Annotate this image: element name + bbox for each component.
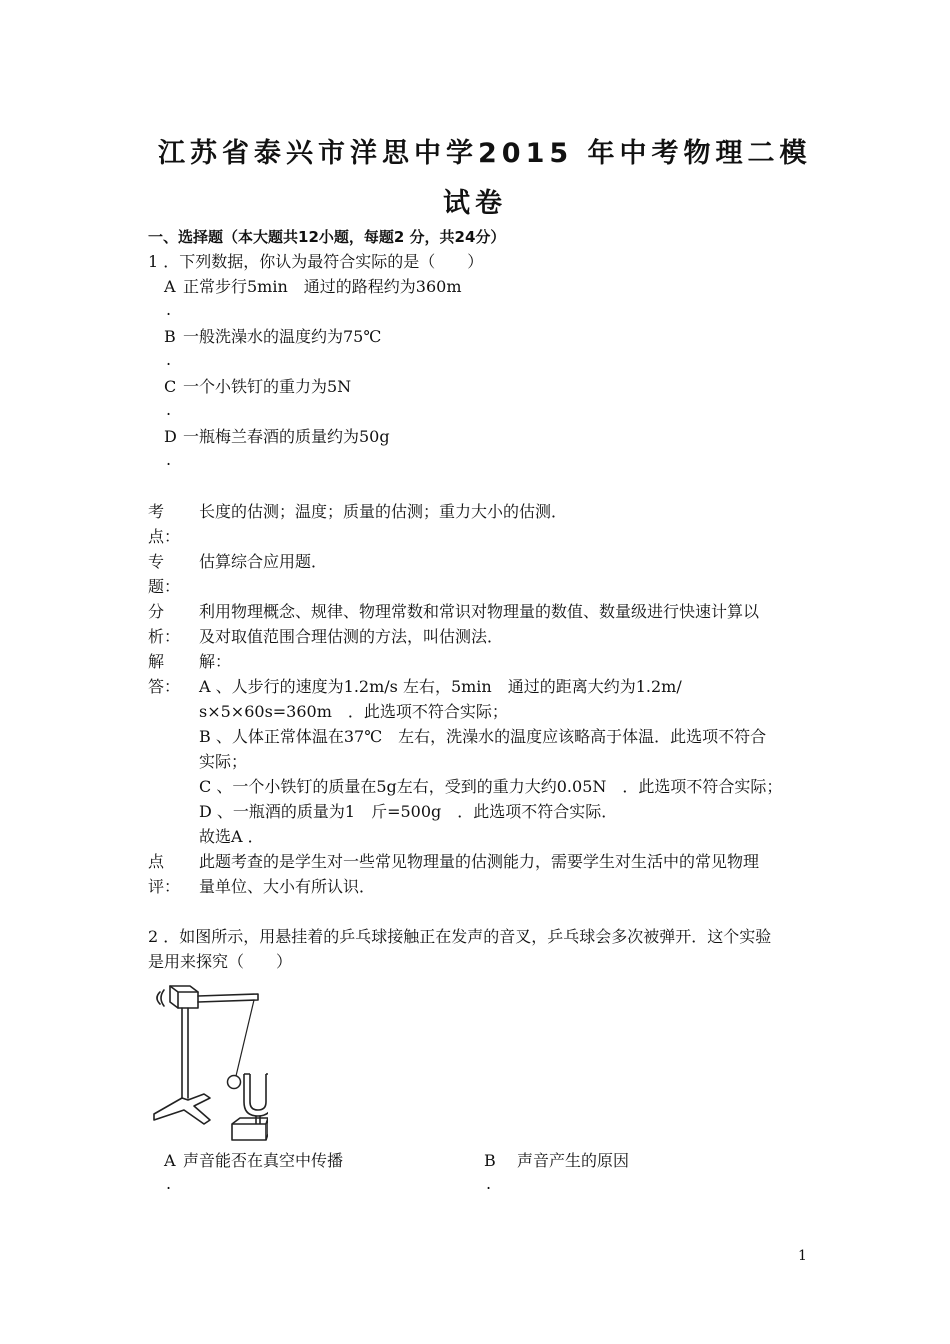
q2-option-b-letter: B — [484, 1151, 496, 1170]
kaodian-text: 长度的估测；温度；质量的估测；重力大小的估测． — [199, 502, 568, 521]
q2-option-b-dot: . — [486, 1174, 492, 1193]
fenxi-text-line1: 利用物理概念、规律、物理常数和常识对物理量的数值、数量级进行快速计算以 — [199, 602, 760, 621]
dianping-label-1: 点 — [148, 852, 165, 871]
q1-option-c-text: 一个小铁钉的重力为5N — [183, 377, 352, 396]
zhuanti-label-2: 题： — [148, 577, 181, 596]
page-title-line2: 试卷 — [443, 188, 507, 219]
question-1-stem: 1 ．下列数据，你认为最符合实际的是（ ） — [148, 252, 484, 271]
tuning-fork-pingpong-figure — [148, 978, 268, 1146]
dianping-text-line1: 此题考查的是学生对一些常见物理量的估测能力，需要学生对生活中的常见物理 — [199, 852, 760, 871]
question-2-stem-line1: 2 ．如图所示，用悬挂着的乒乓球接触正在发声的音叉，乒乓球会多次被弹开．这个实验 — [148, 927, 772, 946]
q1-option-d-text: 一瓶梅兰春酒的质量约为50g — [183, 427, 390, 446]
q1-option-b-letter: B — [164, 327, 176, 346]
q1-option-c-dot: . — [166, 400, 172, 419]
jieda-line-3: B 、人体正常体温在37℃ 左右，洗澡水的温度应该略高于体温．此选项不符合 — [199, 727, 767, 746]
jieda-line-1: A 、人步行的速度为1.2m/s 左右，5min 通过的距离大约为1.2m/ — [199, 677, 682, 696]
jieda-line-4: 实际； — [199, 752, 248, 771]
fenxi-label-2: 析： — [148, 627, 181, 646]
jieda-line-2: s×5×60s=360m ．此选项不符合实际； — [199, 702, 508, 721]
kaodian-label-1: 考 — [148, 502, 165, 521]
page-title-line1: 江苏省泰兴市洋思中学2015 年中考物理二模 — [158, 138, 812, 169]
q1-option-d-dot: . — [166, 450, 172, 469]
fenxi-label-1: 分 — [148, 602, 165, 621]
q2-option-b-text: 声音产生的原因 — [501, 1151, 630, 1170]
q2-option-a-text: 声音能否在真空中传播 — [183, 1151, 344, 1170]
q2-option-a-letter: A — [164, 1151, 176, 1170]
jieda-line-5: C 、一个小铁钉的质量在5g左右，受到的重力大约0.05N ．此选项不符合实际； — [199, 777, 783, 796]
question-2-stem-line2: 是用来探究（ ） — [148, 952, 293, 971]
q1-option-a-text: 正常步行5min 通过的路程约为360m — [183, 277, 462, 296]
section-heading: 一、选择题（本大题共12小题，每题2 分，共24分） — [148, 228, 506, 246]
q1-option-c-letter: C — [164, 377, 177, 396]
dianping-label-2: 评： — [148, 877, 181, 896]
zhuanti-text: 估算综合应用题． — [199, 552, 328, 571]
jieda-line-0: 解： — [199, 652, 232, 671]
q1-option-a-letter: A — [164, 277, 176, 296]
q1-option-b-text: 一般洗澡水的温度约为75℃ — [183, 327, 382, 346]
q1-option-d-letter: D — [164, 427, 177, 446]
jieda-label-2: 答： — [148, 677, 181, 696]
jieda-line-6: D 、一瓶酒的质量为1 斤=500g ．此选项不符合实际． — [199, 802, 618, 821]
dianping-text-line2: 量单位、大小有所认识． — [199, 877, 376, 896]
q1-option-b-dot: . — [166, 350, 172, 369]
fenxi-text-line2: 及对取值范围合理估测的方法，叫估测法． — [199, 627, 504, 646]
q2-option-a-dot: . — [166, 1174, 172, 1193]
kaodian-label-2: 点： — [148, 527, 181, 546]
page-number: 1 — [798, 1248, 807, 1264]
zhuanti-label-1: 专 — [148, 552, 165, 571]
jieda-label-1: 解 — [148, 652, 165, 671]
jieda-line-7: 故选A ． — [199, 827, 264, 846]
q1-option-a-dot: . — [166, 300, 172, 319]
